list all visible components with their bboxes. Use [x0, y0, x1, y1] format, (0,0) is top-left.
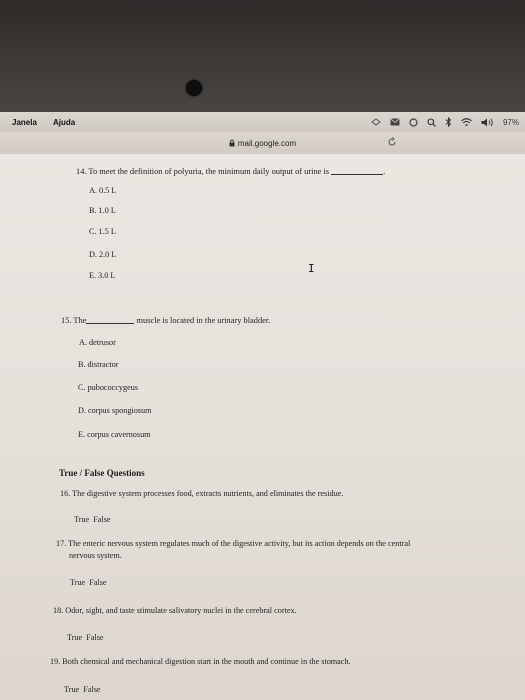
search-icon[interactable]: [427, 118, 436, 127]
option-14a: A. 0.5 L: [89, 186, 117, 195]
answer-choices-17: [70, 578, 107, 587]
question-14: 14. To meet the definition of polyuria, the minimum daily output of urine is .: [76, 167, 386, 176]
option-14b: B. 1.0 L: [89, 206, 116, 215]
question-text-end: muscle is located in the urinary bladder.: [136, 316, 271, 325]
option-15d: D. corpus spongiosum: [78, 406, 152, 415]
webcam: [186, 80, 202, 96]
section-heading: True / False Questions: [59, 468, 145, 478]
lock-icon: [229, 139, 235, 147]
false-option: False: [86, 633, 104, 642]
answer-blank: [331, 174, 383, 175]
bluetooth-icon[interactable]: [445, 117, 452, 127]
reload-icon[interactable]: [387, 137, 397, 147]
wifi-icon[interactable]: [461, 118, 472, 126]
menu-bar: [0, 112, 525, 132]
false-option: False: [83, 685, 101, 694]
option-15b: B. distractor: [78, 360, 119, 369]
statement-19: 19. Both chemical and mechanical digestion start in the mouth and continue in the stomach.: [50, 657, 351, 666]
question-number: 15.: [61, 316, 72, 325]
volume-icon[interactable]: [481, 118, 494, 127]
option-14e: E. 3.0 L: [89, 271, 116, 280]
laptop-bezel: [0, 0, 525, 112]
url-text: mail.google.com: [237, 139, 297, 148]
question-15: [61, 316, 270, 325]
question-text-start: The: [73, 316, 87, 325]
option-15a: A. detrusor: [79, 338, 116, 347]
false-option: False: [93, 515, 111, 524]
address-field[interactable]: [0, 139, 525, 148]
option-14c: C. 1.5 L: [89, 227, 116, 236]
answer-choices-19: [64, 685, 101, 694]
statement-16: 16. The digestive system processes food, extracts nutrients, and eliminates the residue.: [60, 489, 344, 498]
statement-17-continued: nervous system.: [69, 551, 122, 560]
statement-18: 18. Odor, sight, and taste stimulate salivatory nuclei in the cerebral cortex.: [53, 606, 297, 615]
text-cursor-icon: I: [308, 262, 315, 275]
true-option: True: [64, 685, 80, 694]
answer-blank: [86, 323, 134, 324]
vpn-icon[interactable]: [371, 118, 381, 126]
sync-icon[interactable]: [409, 118, 418, 127]
option-14d: D. 2.0 L: [89, 250, 117, 259]
menu-item-ajuda[interactable]: Ajuda: [53, 118, 76, 127]
menu-item-janela[interactable]: Janela: [12, 118, 37, 127]
mail-icon[interactable]: [390, 118, 400, 126]
answer-choices-16: [74, 515, 111, 524]
question-text: To meet the definition of polyuria, the minimum daily output of urine is: [88, 167, 330, 176]
true-option: True: [74, 515, 90, 524]
true-option: True: [70, 578, 86, 587]
answer-choices-18: [67, 633, 104, 642]
true-option: True: [67, 633, 83, 642]
option-15c: C. pubococcygeus: [78, 383, 139, 392]
document-page: [0, 154, 525, 700]
battery-percentage[interactable]: 97%: [502, 117, 519, 127]
statement-17: 17. The enteric nervous system regulates much of the digestive activity, but its action depends on the central: [56, 539, 411, 548]
false-option: False: [89, 578, 107, 587]
status-icons: [371, 117, 519, 127]
option-15e: E. corpus cavernosum: [78, 430, 151, 439]
browser-address-bar[interactable]: [0, 132, 525, 155]
question-number: 14.: [76, 167, 87, 176]
